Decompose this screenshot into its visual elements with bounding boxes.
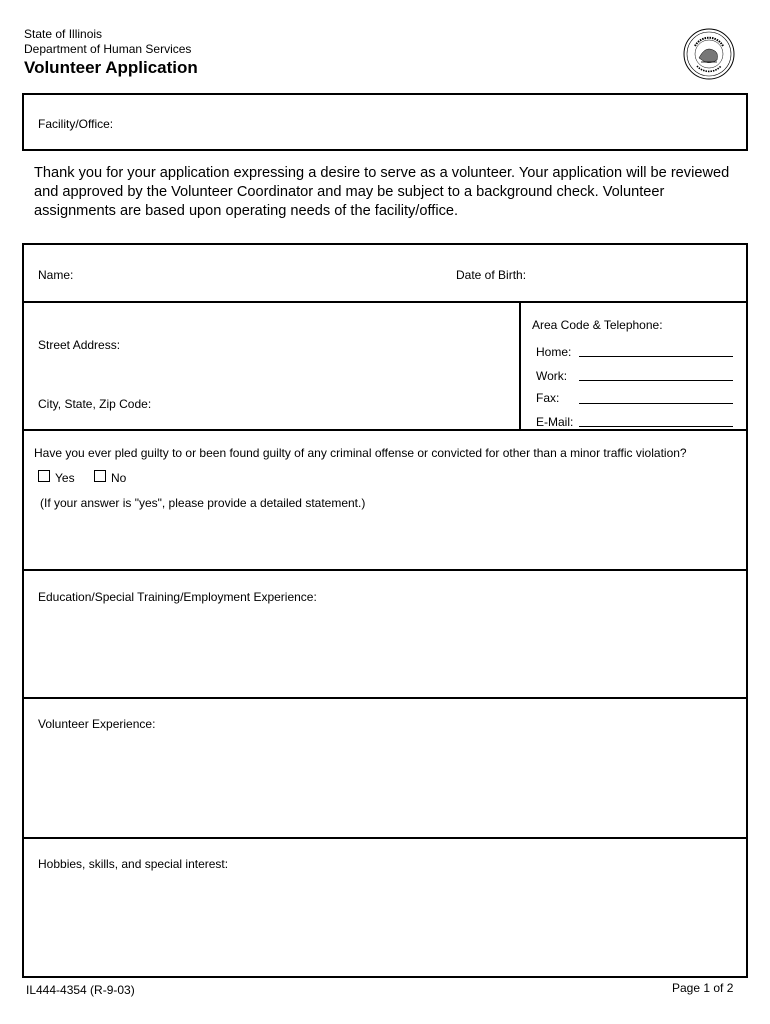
hobbies-input[interactable] bbox=[36, 875, 736, 971]
divider bbox=[22, 837, 748, 839]
header-department: Department of Human Services bbox=[24, 42, 192, 56]
no-label: No bbox=[111, 471, 127, 485]
home-phone-input[interactable] bbox=[579, 356, 733, 357]
email-label: E-Mail: bbox=[536, 415, 574, 429]
work-phone-input[interactable] bbox=[579, 380, 733, 381]
page-title: Volunteer Application bbox=[24, 58, 198, 77]
street-address-input[interactable] bbox=[130, 326, 510, 362]
facility-input[interactable] bbox=[140, 100, 740, 144]
divider bbox=[22, 697, 748, 699]
email-input[interactable] bbox=[579, 426, 733, 427]
divider bbox=[519, 301, 521, 429]
volunteer-experience-input[interactable] bbox=[36, 735, 736, 831]
header-state: State of Illinois bbox=[24, 27, 103, 41]
home-phone-label: Home: bbox=[536, 345, 572, 359]
no-checkbox[interactable] bbox=[94, 470, 106, 482]
facility-label: Facility/Office: bbox=[38, 117, 114, 131]
volunteer-experience-label: Volunteer Experience: bbox=[38, 717, 156, 731]
dob-input[interactable] bbox=[535, 256, 740, 294]
page-number: Page 1 of 2 bbox=[672, 981, 734, 995]
divider bbox=[22, 569, 748, 571]
name-label: Name: bbox=[38, 268, 74, 282]
yes-checkbox[interactable] bbox=[38, 470, 50, 482]
intro-paragraph: Thank you for your application expressing a desire to serve as a volunteer. Your application will be reviewed and approved by the Volunteer Coordinator and may be subject to a background check. Volunteer assignments are based upon operating needs of the facility/office. bbox=[34, 165, 730, 219]
state-seal-icon bbox=[683, 28, 735, 80]
criminal-question: Have you ever pled guilty to or been found guilty of any criminal offense or convicted for other than a minor traffic violation? bbox=[34, 446, 687, 460]
criminal-statement-input[interactable] bbox=[36, 515, 736, 563]
city-state-zip-label: City, State, Zip Code: bbox=[38, 397, 152, 411]
criminal-note: (If your answer is "yes", please provide a detailed statement.) bbox=[40, 496, 366, 510]
dob-label: Date of Birth: bbox=[456, 268, 527, 282]
fax-label: Fax: bbox=[536, 391, 560, 405]
street-address-label: Street Address: bbox=[38, 338, 121, 352]
name-input[interactable] bbox=[80, 256, 440, 294]
city-state-zip-input[interactable] bbox=[162, 385, 510, 421]
form-number: IL444-4354 (R-9-03) bbox=[26, 983, 135, 997]
hobbies-label: Hobbies, skills, and special interest: bbox=[38, 857, 229, 871]
work-phone-label: Work: bbox=[536, 369, 568, 383]
divider bbox=[22, 301, 748, 303]
divider bbox=[22, 429, 748, 431]
education-input[interactable] bbox=[36, 608, 736, 692]
phone-heading: Area Code & Telephone: bbox=[532, 318, 663, 332]
education-label: Education/Special Training/Employment Experience: bbox=[38, 590, 317, 604]
yes-label: Yes bbox=[55, 471, 75, 485]
fax-input[interactable] bbox=[579, 403, 733, 404]
